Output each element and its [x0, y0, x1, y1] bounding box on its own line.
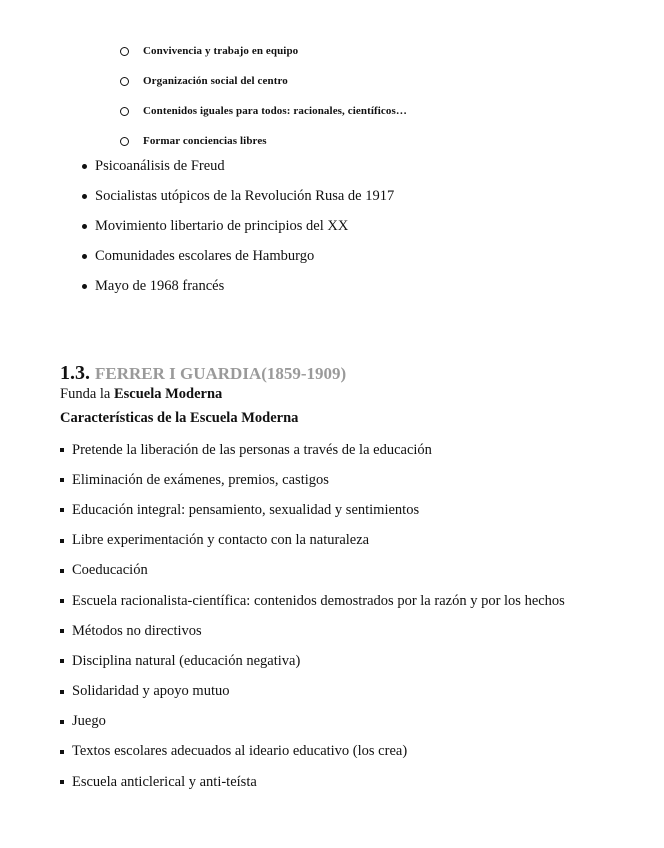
list-item-text: Juego: [72, 713, 106, 730]
list-item: [82, 271, 394, 301]
sub-list-text: Organización social del centro: [143, 75, 288, 87]
hollow-circle-bullet-icon: [120, 137, 129, 146]
list-item-text: Escuela racionalista-científica: contenidos demostrados por la razón y por los hechos: [72, 592, 565, 609]
list-item-text: Educación integral: pensamiento, sexualidad y sentimientos: [72, 501, 420, 518]
founds-prefix: Funda la: [60, 386, 114, 402]
list-item: [60, 495, 565, 525]
influences-list: [82, 151, 394, 301]
list-item-text: Socialistas utópicos de la Revolución Rusa de 1917: [95, 187, 395, 204]
square-bullet-icon: [60, 659, 64, 663]
characteristics-subtitle: [60, 410, 298, 427]
bullet-icon: [82, 194, 87, 199]
square-bullet-icon: [60, 508, 64, 512]
list-item-text: Libre experimentación y contacto con la naturaleza: [72, 532, 370, 549]
sub-list-item: [120, 66, 407, 96]
list-item: [82, 211, 394, 241]
bullet-icon: [82, 254, 87, 259]
characteristics-list: [60, 435, 565, 797]
list-item-text: Disciplina natural (educación negativa): [72, 652, 301, 669]
list-item: [60, 526, 565, 556]
square-bullet-icon: [60, 539, 64, 543]
list-item: [60, 646, 565, 676]
list-item-text: Mayo de 1968 francés: [95, 277, 225, 294]
list-item: [60, 435, 565, 465]
hollow-circle-bullet-icon: [120, 107, 129, 116]
section-heading: [60, 362, 346, 385]
list-item: [60, 677, 565, 707]
list-item: [60, 767, 565, 797]
founds-school-name: Escuela Moderna: [113, 386, 223, 402]
list-item: [60, 465, 565, 495]
list-item-text: Solidaridad y apoyo mutuo: [72, 683, 230, 700]
sub-list-text: Contenidos iguales para todos: racionales, científicos…: [143, 105, 407, 117]
list-item-text: Comunidades escolares de Hamburgo: [95, 247, 315, 264]
list-item-text: Psicoanálisis de Freud: [95, 157, 225, 174]
list-item: [82, 151, 394, 181]
sub-list-item: [120, 96, 407, 126]
square-bullet-icon: [60, 780, 64, 784]
square-bullet-icon: [60, 720, 64, 724]
square-bullet-icon: [60, 629, 64, 633]
section-title: FERRER I GUARDIA(1859-1909): [95, 364, 347, 383]
sub-list-text: Convivencia y trabajo en equipo: [143, 45, 299, 57]
bullet-icon: [82, 224, 87, 229]
list-item-text: Escuela anticlerical y anti-teísta: [72, 773, 257, 790]
list-item-text: Métodos no directivos: [72, 622, 202, 639]
section-number: 1.3.: [60, 362, 90, 384]
square-bullet-icon: [60, 599, 64, 603]
sub-list-text: Formar conciencias libres: [143, 135, 267, 147]
list-item: [60, 586, 565, 616]
list-item: [60, 556, 565, 586]
list-item: [82, 241, 394, 271]
list-item-text: Movimiento libertario de principios del XX: [95, 217, 349, 234]
bullet-icon: [82, 284, 87, 289]
founds-line: [60, 386, 222, 403]
square-bullet-icon: [60, 478, 64, 482]
sub-bullet-list: [120, 36, 407, 156]
list-item-text: Coeducación: [72, 562, 148, 579]
list-item-text: Pretende la liberación de las personas a través de la educación: [72, 441, 432, 458]
list-item: [60, 707, 565, 737]
sub-list-item: [120, 36, 407, 66]
list-item: [60, 616, 565, 646]
square-bullet-icon: [60, 448, 64, 452]
hollow-circle-bullet-icon: [120, 47, 129, 56]
square-bullet-icon: [60, 569, 64, 573]
square-bullet-icon: [60, 750, 64, 754]
hollow-circle-bullet-icon: [120, 77, 129, 86]
square-bullet-icon: [60, 690, 64, 694]
list-item-text: Eliminación de exámenes, premios, castigos: [72, 471, 329, 488]
characteristics-subtitle-text: Características de la Escuela Moderna: [60, 410, 299, 426]
list-item: [82, 181, 394, 211]
list-item: [60, 737, 565, 767]
bullet-icon: [82, 164, 87, 169]
list-item-text: Textos escolares adecuados al ideario educativo (los crea): [72, 743, 408, 760]
